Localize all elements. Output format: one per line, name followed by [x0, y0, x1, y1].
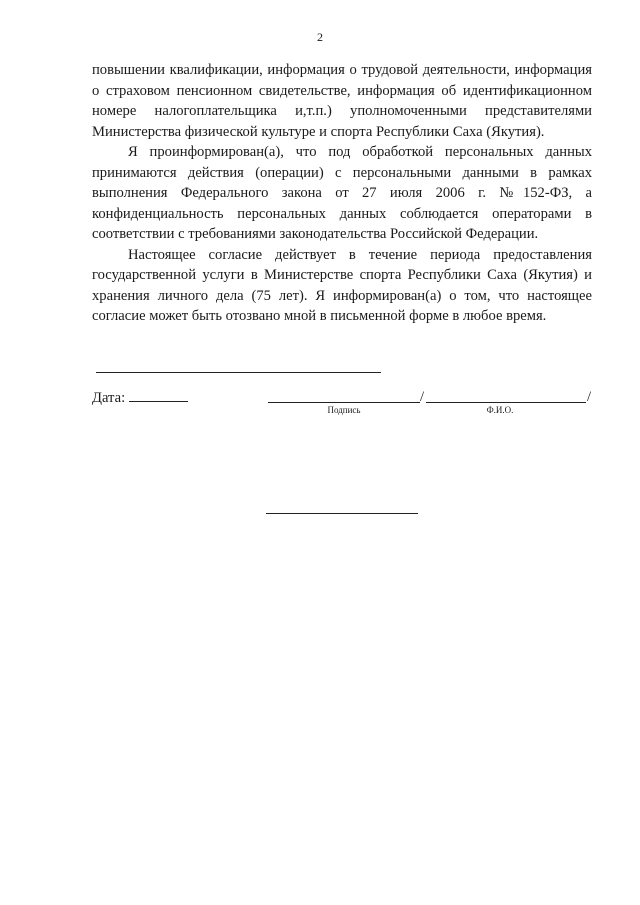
blank-line-bottom	[266, 513, 418, 514]
paragraph-consent-duration: Настоящее согласие действует в течение периода предоставления государственной услуги в Министерстве спорта Республики Саха (Якутия) и хранения личного дела (75 лет). Я информирован(а) о том, что настоящее согласие может быть отозвано мной в письменной форме в любое время.	[92, 246, 592, 324]
signature-separator: /	[420, 389, 425, 405]
document-body	[92, 60, 592, 327]
name-caption: Ф.И.О.	[486, 405, 514, 415]
signature-blank-line	[268, 402, 420, 403]
page-number: 2	[317, 30, 323, 44]
name-separator: /	[587, 389, 592, 405]
blank-line-top	[96, 372, 381, 373]
date-label: Дата:	[92, 390, 126, 406]
date-field	[92, 388, 188, 407]
paragraph-processing-notice: Я проинформирован(а), что под обработкой персональных данных принимаются действия (операции) с персональными данными в рамках выполнения Федерального закона от 27 июля 2006 г. №152-ФЗ, а конфиденциальность персональных данных соблюдается операторами в соответствии с требованиями законодательства Российской Федерации.	[92, 144, 592, 242]
date-blank-line	[129, 388, 188, 402]
paragraph-continuation: повышении квалификации, информация о трудовой деятельности, информация о страховом пенсионном свидетельстве, информация об идентификационном номере налогоплательщика и,т.п.) уполномоченными представителями Министерства физической культуре и спорта Республики Саха (Якутия).	[92, 62, 592, 140]
name-blank-line	[426, 402, 586, 403]
signature-caption: Подпись	[327, 405, 361, 415]
